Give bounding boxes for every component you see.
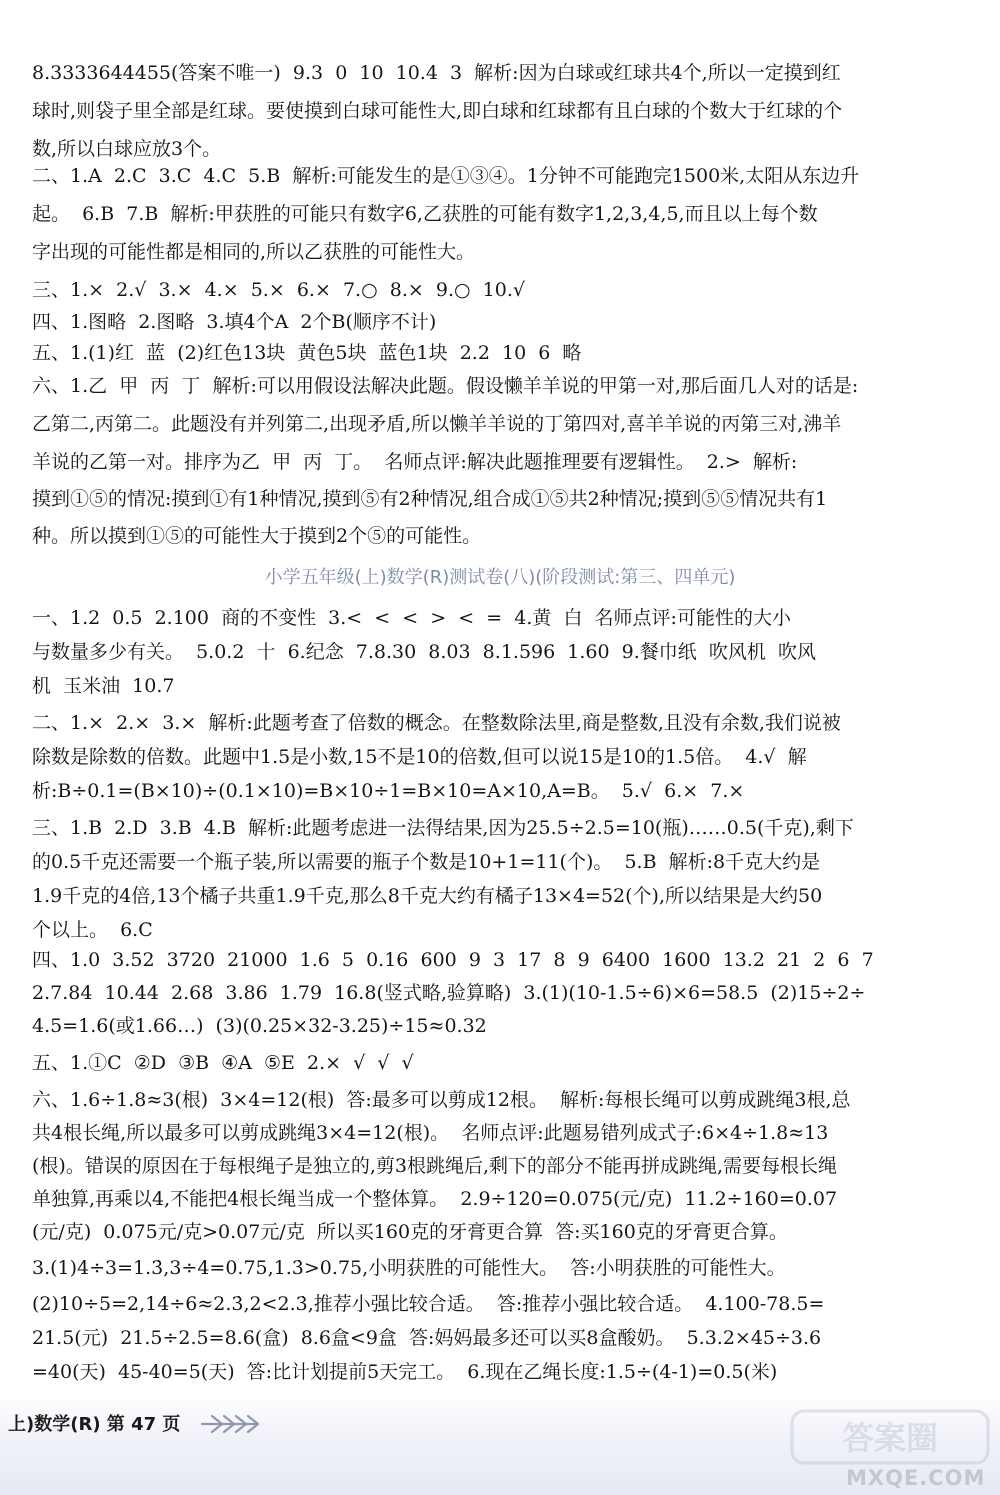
text-line-11: 乙第二,丙第二。此题没有并列第二,出现矛盾,所以懒羊羊说的丁第四对,喜羊羊说的丙第三对,沸羊 [32,413,842,435]
text-line-3: 数,所以白球应放3个。 [32,138,222,160]
svg-text:答案圈: 答案圈 [841,1419,939,1457]
text-line-7: 三、1.× 2.√ 3.× 4.× 5.× 6.× 7.○ 8.× 9.○ 10.√ [32,279,525,301]
text-line-23: 1.9千克的4倍,13个橘子共重1.9千克,那么8千克大约有橘子13×4=52(个),所以结果是大约50 [32,885,823,907]
text-line-15: 一、1.2 0.5 2.100 商的不变性 3.< < < > < = 4.黄 白 名师点评:可能性的大小 [32,607,791,629]
text-line-30: 共4根长绳,所以最多可以剪成跳绳3×4=12(根)。 名师点评:此题易错列成式子:6×4÷1.8≈13 [32,1122,829,1144]
text-line-26: 2.7.84 10.44 2.68 3.86 1.79 16.8(竖式略,验算略) 3.(1)(10-1.5÷6)×6=58.5 (2)15÷2÷ [32,982,866,1004]
text-line-34: 3.(1)4÷3=1.3̇,3÷4=0.75,1.3̇>0.75,小明获胜的可能性大。 答:小明获胜的可能性大。 [32,1257,786,1279]
section-title: 小学五年级(上)数学(R)测试卷(八)(阶段测试:第三、四单元) [264,567,736,588]
text-line-25: 四、1.0 3.52 3720 21000 1.6 5 0.16 600 9 3 17 8 9 6400 1600 13.2 21 2 6 7 [32,949,874,971]
text-line-31: (根)。错误的原因在于每根绳子是独立的,剪3根跳绳后,剩下的部分不能再拼成跳绳,需要每根长绳 [32,1155,838,1177]
text-line-28: 五、1.①C ②D ③B ④A ⑤E 2.× √ √ √ [32,1052,414,1074]
text-line-33: (元/克) 0.075元/克>0.07元/克 所以买160克的牙膏更合算 答:买160克的牙膏更合算。 [32,1221,788,1243]
text-line-36: 21.5(元) 21.5÷2.5=8.6(盒) 8.6盒<9盒 答:妈妈最多还可以买8盒酸奶。 5.3.2×45÷3.6 [32,1327,822,1349]
text-line-37: =40(天) 45-40=5(天) 答:比计划提前5天完工。 6.现在乙绳长度:1.5÷(4-1)=0.5(米) [32,1361,778,1383]
text-line-17: 机 玉米油 10.7 [32,675,175,697]
text-line-14: 种。所以摸到①⑤的可能性大于摸到2个⑤的可能性。 [32,525,482,547]
text-line-24: 个以上。 6.C [32,919,153,941]
watermark-logo-icon [790,1405,990,1467]
text-line-10: 六、1.乙 甲 丙 丁 解析:可以用假设法解决此题。假设懒羊羊说的甲第一对,那后面几人对的话是: [32,375,859,397]
text-line-12: 羊说的乙第一对。排序为乙 甲 丙 丁。 名师点评:解决此题推理要有逻辑性。 2.> 解析: [32,451,798,473]
text-line-35: (2)10÷5=2,14÷6≈2.3̇,2<2.3̇,推荐小强比较合适。 答:推荐小强比较合适。 4.100-78.5= [32,1293,825,1315]
text-line-6: 字出现的可能性都是相同的,所以乙获胜的可能性大。 [32,241,476,263]
text-line-5: 起。 6.B 7.B 解析:甲获胜的可能只有数字6,乙获胜的可能有数字1,2,3,4,5,而且以上每个数 [32,203,818,225]
text-line-1: 8.3333644455(答案不唯一) 9.3 0 10 10.4 3 解析:因为白球或红球共4个,所以一定摸到红 [32,62,841,84]
text-line-27: 4.5=1.6(或1.66…) (3)(0.25×32-3.25)÷15≈0.32 [32,1015,487,1037]
text-line-22: 的0.5千克还需要一个瓶子装,所以需要的瓶子个数是10+1=11(个)。 5.B 解析:8千克大约是 [32,851,821,873]
text-line-8: 四、1.图略 2.图略 3.填4个A 2个B(顺序不计) [32,311,437,333]
text-line-13: 摸到①⑤的情况:摸到①有1种情况,摸到⑤有2种情况,组合成①⑤共2种情况;摸到⑤⑤情况共有1 [32,488,828,510]
watermark-url: MXQE.COM [846,1466,986,1490]
text-line-19: 除数是除数的倍数。此题中1.5是小数,15不是10的倍数,但可以说15是10的1.5倍。 4.√ 解 [32,746,807,768]
text-line-4: 二、1.A 2.C 3.C 4.C 5.B 解析:可能发生的是①③④。1分钟不可能跑完1500米,太阳从东边升 [32,165,860,187]
text-line-20: 析:B÷0.1=(B×10)÷(0.1×10)=B×10÷1=B×10=A×10,A=B。 5.√ 6.× 7.× [32,780,745,802]
text-line-18: 二、1.× 2.× 3.× 解析:此题考查了倍数的概念。在整数除法里,商是整数,且没有余数,我们说被 [32,712,841,734]
text-line-29: 六、1.6÷1.8≈3(根) 3×4=12(根) 答:最多可以剪成12根。 解析:每根长绳可以剪成跳绳3根,总 [32,1089,851,1111]
text-line-2: 球时,则袋子里全部是红球。要使摸到白球可能性大,即白球和红球都有且白球的个数大于红球的个 [32,100,843,122]
decorative-arrows-icon [200,1412,262,1436]
text-line-9: 五、1.(1)红 蓝 (2)红色13块 黄色5块 蓝色1块 2.2 10 6 略 [32,342,582,364]
page-number-label: 上)数学(R) 第 47 页 [8,1414,181,1435]
text-line-32: 单独算,再乘以4,不能把4根长绳当成一个整体算。 2.9÷120=0.075(元/克) 11.2÷160=0.07 [32,1188,838,1210]
text-line-16: 与数量多少有关。 5.0.2 十 6.纪念 7.8.30 8.03 8.1.596 1.60 9.餐巾纸 吹风机 吹风 [32,641,816,663]
text-line-21: 三、1.B 2.D 3.B 4.B 解析:此题考虑进一法得结果,因为25.5÷2.5=10(瓶)……0.5(千克),剩下 [32,817,854,839]
